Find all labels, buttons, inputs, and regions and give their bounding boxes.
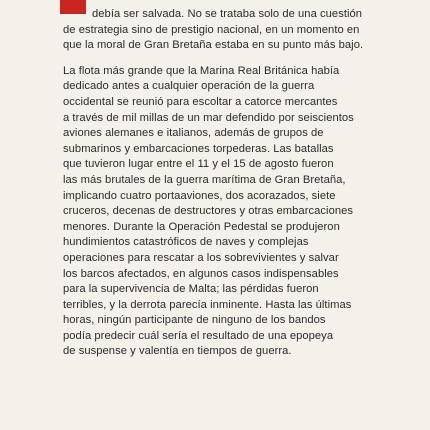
text-line: que tuvieron lugar entre el 11 y el 15 de agosto fueron <box>63 158 334 171</box>
text-line: las más brutales de la guerra marítima de Gran Bretaña, <box>63 173 346 186</box>
paragraph-gap <box>63 54 353 64</box>
body-text <box>63 0 364 360</box>
text-line: podía predecir cuál sería el resultado de una epopeya <box>63 329 334 342</box>
text-line: debía ser salvada. No se trataba solo de una cuestión <box>92 8 363 20</box>
text-line: occidental se reunió para escoltar a catorce mercantes <box>63 95 338 108</box>
text-line: horas, ningún participante de ninguno de los bandos <box>63 314 326 327</box>
text-line: cruceros, decenas de destructores y otras embarcaciones <box>63 205 354 218</box>
text-line: La flota más grande que la Marina Real Británica había <box>63 64 340 77</box>
text-line: de suspense y valentía en tiempos de guerra. <box>63 345 292 358</box>
text-line: menores. Durante la Operación Pedestal se produjeron <box>63 220 340 233</box>
text-line: aviones alemanes e italianos, además de grupos de <box>63 127 324 140</box>
text-line: dedicado antes a cualquier operación de la guerra <box>63 80 315 93</box>
text-line: que la moral de Gran Bretaña estaba en su punto más bajo. <box>63 39 364 52</box>
text-line: a través de mil millas de un mar defendido por seiscientos <box>63 111 354 124</box>
text-line: submarinos y embarcaciones torpederas. Las batallas <box>63 142 334 155</box>
text-line: para la supervivencia de Malta; las pérdidas fueron <box>63 283 319 296</box>
text-line: terribles, y la derrota parecía inminente. Hasta las últimas <box>63 298 352 311</box>
text-line: hundimientos catastróficos de naves y complejas <box>63 236 309 249</box>
text-line: operaciones para rescatar a los sobrevivientes y salvar <box>63 251 339 264</box>
text-line: implicando cuatro portaaviones, dos acorazados, siete <box>63 189 336 202</box>
text-line: de estrategia sino de prestigio nacional, en un momento en <box>63 23 360 36</box>
text-line: los barcos afectados, en algunos casos indispensables <box>63 267 339 280</box>
